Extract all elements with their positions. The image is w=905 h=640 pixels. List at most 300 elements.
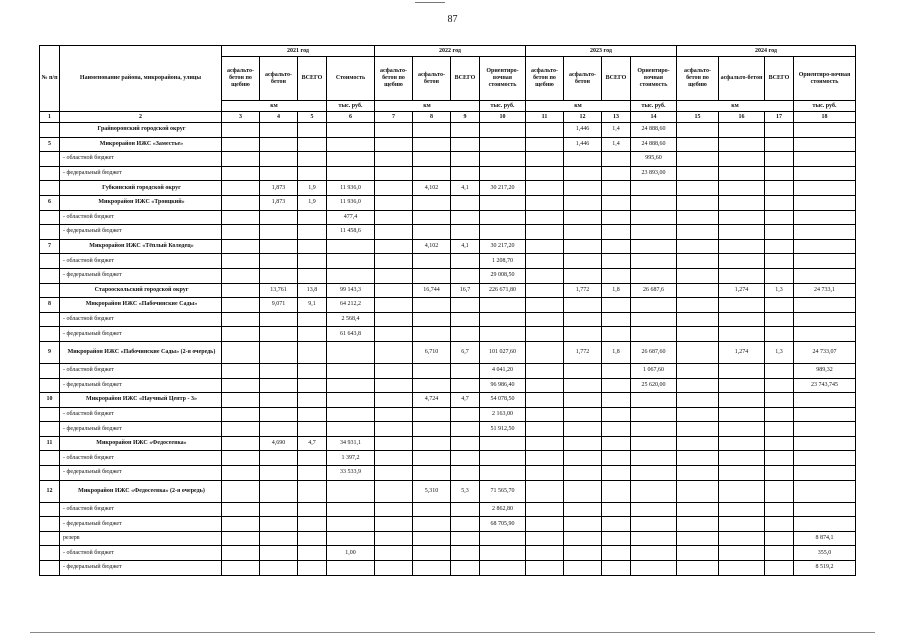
cell-value <box>602 166 631 181</box>
cell-value <box>564 363 602 378</box>
cell-value <box>526 298 564 313</box>
cell-value <box>794 466 856 481</box>
cell-value <box>480 137 526 152</box>
cell-value <box>765 123 794 138</box>
cell-value <box>260 502 298 517</box>
cell-value <box>260 422 298 437</box>
cell-value: 6,710 <box>413 341 451 363</box>
header-year-2022: 2022 год <box>375 46 526 57</box>
cell-value: 33 533,9 <box>327 466 375 481</box>
cell-value <box>480 166 526 181</box>
cell-value <box>260 341 298 363</box>
road-construction-table-wrapper <box>39 45 855 576</box>
cell-value <box>327 393 375 408</box>
cell-value: 71 565,70 <box>480 480 526 502</box>
cell-value: 4,1 <box>451 181 480 196</box>
column-number: 14 <box>631 112 677 123</box>
cell-value: 16,7 <box>451 283 480 298</box>
cell-value <box>794 195 856 210</box>
cell-value: 4,7 <box>451 393 480 408</box>
cell-value <box>564 166 602 181</box>
cell-value <box>719 561 765 576</box>
cell-value <box>327 407 375 422</box>
cell-value <box>222 195 260 210</box>
row-name: Грайворонский городской округ <box>60 123 222 138</box>
cell-value <box>375 298 413 313</box>
cell-value <box>602 312 631 327</box>
cell-value <box>765 195 794 210</box>
cell-value <box>765 480 794 502</box>
cell-value: 24 888,60 <box>631 137 677 152</box>
cell-value <box>327 422 375 437</box>
cell-value <box>260 393 298 408</box>
cell-value: 99 143,3 <box>327 283 375 298</box>
cell-value <box>526 225 564 240</box>
cell-value <box>602 436 631 451</box>
cell-value <box>260 466 298 481</box>
cell-value: 26 687,60 <box>631 341 677 363</box>
cell-value: 61 643,8 <box>327 327 375 342</box>
table-row <box>40 466 856 481</box>
cell-value <box>677 480 719 502</box>
column-number: 4 <box>260 112 298 123</box>
cell-value <box>794 393 856 408</box>
cell-value <box>677 152 719 167</box>
cell-value <box>375 363 413 378</box>
cell-value: 355,0 <box>794 546 856 561</box>
cell-value <box>222 363 260 378</box>
cell-value: 1,446 <box>564 123 602 138</box>
cell-value <box>298 239 327 254</box>
cell-value <box>375 451 413 466</box>
cell-value <box>526 152 564 167</box>
cell-value <box>298 137 327 152</box>
cell-value <box>765 436 794 451</box>
cell-value <box>719 407 765 422</box>
cell-value <box>794 327 856 342</box>
row-number <box>40 268 60 283</box>
cell-value <box>260 312 298 327</box>
row-name: - областной бюджет <box>60 152 222 167</box>
cell-value <box>526 166 564 181</box>
table-row <box>40 531 856 546</box>
cell-value <box>222 283 260 298</box>
header-year-2023: 2023 год <box>526 46 677 57</box>
cell-value <box>375 152 413 167</box>
cell-value <box>602 152 631 167</box>
cell-value: 1 208,70 <box>480 254 526 269</box>
cell-value <box>375 341 413 363</box>
cell-value <box>480 466 526 481</box>
cell-value <box>677 363 719 378</box>
cell-value: 11 458,6 <box>327 225 375 240</box>
unit-rub-2021: тыс. руб. <box>327 101 375 112</box>
cell-value <box>564 466 602 481</box>
cell-value <box>677 298 719 313</box>
cell-value <box>719 312 765 327</box>
cell-value <box>677 210 719 225</box>
row-number: 6 <box>40 195 60 210</box>
cell-value <box>327 152 375 167</box>
table-row <box>40 517 856 532</box>
cell-value <box>413 502 451 517</box>
cell-value <box>526 181 564 196</box>
cell-value <box>327 166 375 181</box>
cell-value <box>602 239 631 254</box>
row-number <box>40 531 60 546</box>
cell-value <box>451 312 480 327</box>
cell-value <box>480 123 526 138</box>
cell-value <box>375 225 413 240</box>
cell-value <box>375 195 413 210</box>
cell-value <box>564 561 602 576</box>
cell-value <box>222 152 260 167</box>
cell-value: 4,7 <box>298 436 327 451</box>
cell-value: 8 874,1 <box>794 531 856 546</box>
cell-value <box>526 436 564 451</box>
cell-value <box>222 166 260 181</box>
unit-km-2023: км <box>526 101 631 112</box>
cell-value <box>480 225 526 240</box>
cell-value <box>526 422 564 437</box>
cell-value <box>451 531 480 546</box>
cell-value <box>564 378 602 393</box>
unit-rub-2023: тыс. руб. <box>631 101 677 112</box>
cell-value: 2 163,00 <box>480 407 526 422</box>
cell-value <box>719 531 765 546</box>
cell-value <box>298 378 327 393</box>
cell-value <box>677 239 719 254</box>
cell-value: 8 519,2 <box>794 561 856 576</box>
row-number <box>40 225 60 240</box>
cell-value <box>451 502 480 517</box>
cell-value <box>327 517 375 532</box>
cell-value <box>794 123 856 138</box>
cell-value <box>765 137 794 152</box>
table-row <box>40 546 856 561</box>
cell-value: 24 888,60 <box>631 123 677 138</box>
cell-value <box>413 327 451 342</box>
cell-value <box>375 283 413 298</box>
cell-value <box>765 181 794 196</box>
cell-value <box>631 393 677 408</box>
cell-value: 16,744 <box>413 283 451 298</box>
cell-value <box>794 502 856 517</box>
cell-value: 23 893,00 <box>631 166 677 181</box>
column-number: 16 <box>719 112 765 123</box>
cell-value <box>375 181 413 196</box>
cell-value <box>677 378 719 393</box>
header-year-2021: 2021 год <box>222 46 375 57</box>
cell-value <box>451 561 480 576</box>
cell-value <box>260 451 298 466</box>
cell-value <box>298 531 327 546</box>
cell-value <box>451 195 480 210</box>
cell-value <box>413 152 451 167</box>
cell-value <box>526 268 564 283</box>
cell-value <box>222 239 260 254</box>
cell-value <box>526 531 564 546</box>
cell-value <box>677 254 719 269</box>
cell-value <box>526 451 564 466</box>
row-name: - федеральный бюджет <box>60 517 222 532</box>
table-row <box>40 210 856 225</box>
row-name: Старооскольский городской округ <box>60 283 222 298</box>
cell-value: 1,4 <box>602 123 631 138</box>
header-2022-gravel: асфальто-бетон по щебню <box>375 57 413 101</box>
cell-value: 2 568,4 <box>327 312 375 327</box>
cell-value <box>298 363 327 378</box>
cell-value <box>298 327 327 342</box>
row-name: - областной бюджет <box>60 407 222 422</box>
cell-value <box>631 517 677 532</box>
row-name: - областной бюджет <box>60 210 222 225</box>
cell-value <box>375 254 413 269</box>
cell-value <box>413 268 451 283</box>
cell-value <box>222 210 260 225</box>
cell-value <box>719 239 765 254</box>
cell-value: 4,690 <box>260 436 298 451</box>
cell-value <box>765 517 794 532</box>
cell-value <box>413 466 451 481</box>
cell-value <box>719 436 765 451</box>
cell-value <box>631 561 677 576</box>
cell-value <box>260 225 298 240</box>
cell-value <box>719 393 765 408</box>
cell-value <box>260 517 298 532</box>
cell-value <box>765 546 794 561</box>
top-rule <box>415 2 445 3</box>
cell-value <box>631 422 677 437</box>
cell-value <box>375 466 413 481</box>
cell-value <box>375 312 413 327</box>
cell-value <box>719 502 765 517</box>
header-2021-total: ВСЕГО <box>298 57 327 101</box>
cell-value <box>413 561 451 576</box>
cell-value <box>222 546 260 561</box>
cell-value <box>413 378 451 393</box>
cell-value <box>451 327 480 342</box>
table-row <box>40 312 856 327</box>
cell-value <box>375 210 413 225</box>
table-row <box>40 283 856 298</box>
cell-value: 1 067,60 <box>631 363 677 378</box>
table-row <box>40 152 856 167</box>
cell-value <box>375 517 413 532</box>
row-number <box>40 166 60 181</box>
cell-value <box>526 283 564 298</box>
cell-value <box>564 181 602 196</box>
cell-value <box>719 152 765 167</box>
row-number <box>40 283 60 298</box>
cell-value <box>375 502 413 517</box>
cell-value <box>413 531 451 546</box>
cell-value <box>765 312 794 327</box>
cell-value <box>480 152 526 167</box>
table-body <box>40 123 856 576</box>
cell-value <box>602 181 631 196</box>
cell-value: 51 912,50 <box>480 422 526 437</box>
cell-value <box>298 393 327 408</box>
cell-value <box>526 502 564 517</box>
cell-value <box>719 137 765 152</box>
column-number: 1 <box>40 112 60 123</box>
cell-value: 477,4 <box>327 210 375 225</box>
cell-value <box>765 239 794 254</box>
cell-value <box>413 254 451 269</box>
table-row <box>40 502 856 517</box>
cell-value <box>765 254 794 269</box>
cell-value <box>375 407 413 422</box>
header-2022-total: ВСЕГО <box>451 57 480 101</box>
cell-value <box>222 561 260 576</box>
table-row <box>40 137 856 152</box>
cell-value <box>765 225 794 240</box>
header-year-2024: 2024 год <box>677 46 856 57</box>
cell-value: 226 671,80 <box>480 283 526 298</box>
cell-value <box>631 225 677 240</box>
cell-value <box>794 451 856 466</box>
cell-value <box>451 268 480 283</box>
cell-value <box>677 466 719 481</box>
cell-value <box>375 137 413 152</box>
cell-value <box>375 480 413 502</box>
cell-value <box>260 137 298 152</box>
header-2024-asphalt: асфальто-бетон <box>719 57 765 101</box>
cell-value <box>222 327 260 342</box>
cell-value <box>765 561 794 576</box>
table-row <box>40 561 856 576</box>
row-number <box>40 451 60 466</box>
table-row <box>40 327 856 342</box>
cell-value <box>631 451 677 466</box>
cell-value <box>260 210 298 225</box>
cell-value <box>794 268 856 283</box>
cell-value: 6,7 <box>451 341 480 363</box>
cell-value <box>260 166 298 181</box>
cell-value <box>631 436 677 451</box>
cell-value <box>794 210 856 225</box>
cell-value <box>222 422 260 437</box>
column-number: 18 <box>794 112 856 123</box>
cell-value <box>564 268 602 283</box>
cell-value <box>765 268 794 283</box>
table-row <box>40 363 856 378</box>
cell-value <box>564 327 602 342</box>
cell-value <box>298 561 327 576</box>
cell-value <box>375 123 413 138</box>
header-2021-asphalt: асфальто-бетон <box>260 57 298 101</box>
cell-value <box>260 531 298 546</box>
cell-value <box>451 254 480 269</box>
cell-value <box>765 531 794 546</box>
cell-value <box>375 327 413 342</box>
cell-value <box>564 531 602 546</box>
row-name: Микрорайон ИЖС «Заместье» <box>60 137 222 152</box>
cell-value <box>677 195 719 210</box>
cell-value <box>794 298 856 313</box>
cell-value <box>222 436 260 451</box>
header-2022-asphalt: асфальто-бетон <box>413 57 451 101</box>
cell-value <box>526 239 564 254</box>
road-construction-table <box>39 45 856 576</box>
cell-value: 1,3 <box>765 283 794 298</box>
cell-value <box>631 195 677 210</box>
row-number <box>40 363 60 378</box>
cell-value <box>602 407 631 422</box>
cell-value <box>765 422 794 437</box>
cell-value <box>480 561 526 576</box>
cell-value <box>602 546 631 561</box>
header-2024-total: ВСЕГО <box>765 57 794 101</box>
cell-value <box>677 268 719 283</box>
cell-value <box>677 123 719 138</box>
cell-value <box>413 137 451 152</box>
row-name: Микрорайон ИЖС «Научный Центр - 3» <box>60 393 222 408</box>
row-name: - федеральный бюджет <box>60 268 222 283</box>
cell-value <box>602 480 631 502</box>
cell-value <box>526 466 564 481</box>
cell-value <box>631 268 677 283</box>
cell-value <box>794 422 856 437</box>
cell-value <box>602 254 631 269</box>
cell-value <box>526 407 564 422</box>
cell-value: 96 986,40 <box>480 378 526 393</box>
cell-value: 1,4 <box>602 137 631 152</box>
cell-value: 34 931,1 <box>327 436 375 451</box>
row-name: Микрорайон ИЖС «Пабочинские Сады» (2-я очередь) <box>60 341 222 363</box>
cell-value <box>260 152 298 167</box>
cell-value <box>765 210 794 225</box>
cell-value <box>413 298 451 313</box>
cell-value <box>602 225 631 240</box>
header-2023-gravel: асфальто-бетон по щебню <box>526 57 564 101</box>
cell-value <box>564 298 602 313</box>
page-number: 87 <box>447 14 458 25</box>
row-name: Микрорайон ИЖС «Федосеевка» (2-я очередь) <box>60 480 222 502</box>
cell-value <box>564 517 602 532</box>
cell-value <box>451 436 480 451</box>
cell-value <box>602 422 631 437</box>
table-row <box>40 407 856 422</box>
cell-value <box>327 137 375 152</box>
cell-value <box>765 166 794 181</box>
cell-value <box>222 393 260 408</box>
cell-value: 24 733,07 <box>794 341 856 363</box>
cell-value <box>526 195 564 210</box>
cell-value <box>375 239 413 254</box>
cell-value <box>327 341 375 363</box>
cell-value: 30 217,20 <box>480 181 526 196</box>
cell-value <box>602 517 631 532</box>
cell-value <box>480 451 526 466</box>
cell-value <box>765 451 794 466</box>
column-number: 13 <box>602 112 631 123</box>
cell-value: 1,446 <box>564 137 602 152</box>
cell-value <box>298 152 327 167</box>
row-name: - федеральный бюджет <box>60 561 222 576</box>
header-2023-cost: Ориентиро-вочная стоимость <box>631 57 677 101</box>
cell-value <box>298 254 327 269</box>
cell-value <box>451 363 480 378</box>
table-row <box>40 195 856 210</box>
cell-value <box>794 152 856 167</box>
cell-value: 5,3 <box>451 480 480 502</box>
cell-value <box>451 422 480 437</box>
cell-value <box>222 407 260 422</box>
cell-value <box>765 466 794 481</box>
cell-value <box>451 546 480 561</box>
